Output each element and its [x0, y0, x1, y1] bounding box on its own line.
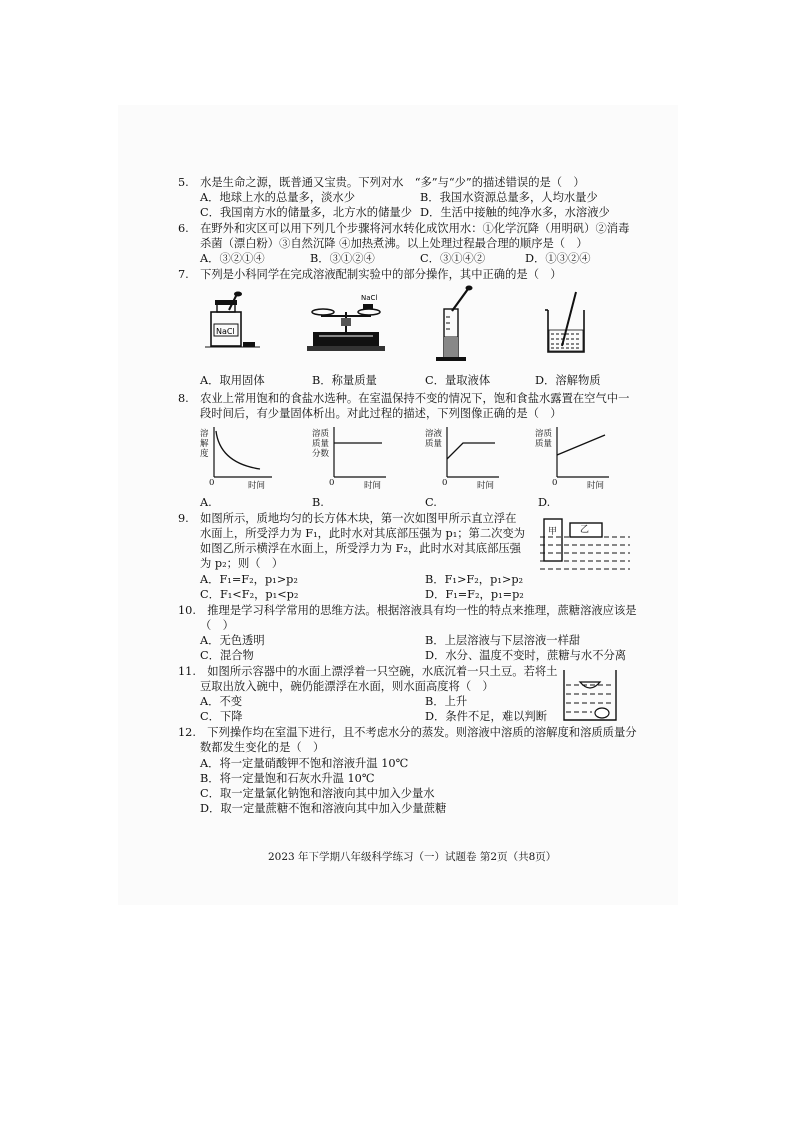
- q8-option-c: C.: [425, 496, 437, 509]
- q12-option-c: C．取一定量氯化钠饱和溶液向其中加入少量水: [200, 787, 435, 800]
- q9-label-yi: 乙: [580, 525, 590, 535]
- q10-option-d: D．水分、温度不变时，蔗糖与水不分离: [425, 649, 627, 662]
- q8-graph-c-origin: 0: [442, 478, 448, 488]
- q8-stem-line1: 8. 农业上常用饱和的食盐水选种。在室温保持不变的情况下，饱和食盐水露置在空气中一: [178, 392, 630, 405]
- q8-graph-b: [312, 425, 387, 493]
- q8-option-b: B.: [312, 496, 324, 509]
- q8-graph-c: [425, 425, 500, 493]
- q9-figure: [540, 513, 630, 573]
- q9-option-b: B．F₁>F₂，p₁>p₂: [425, 573, 524, 586]
- q8-graph-a-origin: 0: [209, 478, 215, 488]
- q6-option-d: D．①③②④: [525, 252, 591, 265]
- q8-graph-b-origin: 0: [329, 478, 335, 488]
- q9-line1: 9. 如图所示，质地均匀的长方体木块，第一次如图甲所示直立浮在: [178, 512, 517, 525]
- q11-option-c: C．下降: [200, 710, 243, 723]
- q12-stem-line1: 12. 下列操作均在室温下进行，且不考虑水分的蒸发。则溶液中溶质的溶解度和溶质质量分: [178, 726, 637, 739]
- q8-graph-b-xlabel: 时间: [364, 481, 382, 491]
- q8-graph-d: [535, 425, 610, 493]
- q12-option-d: D．取一定量蔗糖不饱和溶液向其中加入少量蔗糖: [200, 802, 447, 815]
- q8-graph-a-xlabel: 时间: [248, 481, 266, 491]
- q7-a-nacl-label: NaCl: [216, 327, 235, 336]
- q10-option-a: A．无色透明: [200, 634, 265, 647]
- q8-graph-a: [200, 425, 275, 493]
- q11-option-a: A．不变: [200, 695, 243, 708]
- q7-option-c: C．量取液体: [425, 374, 491, 387]
- q7-stem: 7. 下列是小科同学在完成溶液配制实验中的部分操作，其中正确的是（ ）: [178, 268, 562, 281]
- q8-graph-a-ylabel: 溶解度: [200, 429, 209, 459]
- q11-option-d: D．条件不足，难以判断: [425, 710, 548, 723]
- q11-figure: [560, 668, 620, 723]
- q8-graph-c-ylabel: 溶液质量: [425, 429, 443, 449]
- q8-option-d: D.: [538, 496, 551, 509]
- q8-graph-b-ylabel: 溶质质量分数: [312, 429, 330, 459]
- q12-option-a: A．将一定量硝酸钾不饱和溶液升温 10℃: [200, 757, 409, 770]
- page-footer: 2023 年下学期八年级科学练习（一）试题卷 第2页（共8页）: [268, 851, 557, 863]
- q8-graph-d-xlabel: 时间: [587, 481, 605, 491]
- q9-label-jia: 甲: [548, 527, 558, 537]
- q9-option-c: C．F₁<F₂，p₁<p₂: [200, 588, 299, 601]
- q10-option-b: B．上层溶液与下层溶液一样甜: [425, 634, 581, 647]
- q7-figure-a: [205, 290, 275, 360]
- q9-option-a: A．F₁=F₂，p₁>p₂: [200, 573, 298, 586]
- q6-option-b: B．③①②④: [310, 252, 375, 265]
- q7-b-nacl-label: NaCl: [361, 294, 378, 302]
- q12-option-b: B．将一定量饱和石灰水升温 10℃: [200, 772, 375, 785]
- q8-option-a: A.: [200, 496, 212, 509]
- q11-line1: 11. 如图所示容器中的水面上漂浮着一只空碗，水底沉着一只土豆。若将土: [178, 665, 558, 678]
- q8-graph-d-ylabel: 溶质质量: [535, 429, 553, 449]
- q6-stem-line2: 杀菌（漂白粉）③自然沉降 ④加热煮沸。以上处理过程最合理的顺序是（ ）: [200, 237, 588, 250]
- q8-graph-d-origin: 0: [552, 478, 558, 488]
- q5-stem: 5. 水是生命之源，既普通又宝贵。下列对水 “多”与“少”的描述错误的是（ ）: [178, 176, 585, 189]
- q8-stem-line2: 段时间后，有少量固体析出。对此过程的描述，下列图像正确的是（ ）: [200, 407, 562, 420]
- q9-option-d: D．F₁=F₂，p₁=p₂: [425, 588, 524, 601]
- q9-line4: 为 p₂；则（ ）: [200, 557, 284, 570]
- q12-stem-line2: 数都发生变化的是（ ）: [200, 741, 325, 754]
- q9-line3: 如图乙所示横浮在水面上，所受浮力为 F₂，此时水对其底部压强: [200, 542, 521, 555]
- q9-line2: 水面上，所受浮力为 F₁，此时水对其底部压强为 p₁；第二次变为: [200, 527, 526, 540]
- q5-option-a: A．地球上水的总量多，淡水少: [200, 191, 356, 204]
- q7-figure-c: [430, 285, 480, 365]
- q6-stem-line1: 6. 在野外和灾区可以用下列几个步骤将河水转化成饮用水：①化学沉降（用明矾）②消毒: [178, 222, 630, 235]
- q6-option-c: C．③①④②: [420, 252, 486, 265]
- q7-option-d: D．溶解物质: [535, 374, 601, 387]
- q10-stem-line2: （ ）: [200, 619, 234, 632]
- q7-option-b: B．称量质量: [312, 374, 377, 387]
- q5-option-b: B．我国水资源总量多，人均水量少: [420, 191, 598, 204]
- q7-option-a: A．取用固体: [200, 374, 265, 387]
- q5-option-d: D．生活中接触的纯净水多，水溶液少: [420, 206, 610, 219]
- q10-option-c: C．混合物: [200, 649, 254, 662]
- q5-option-c: C．我国南方水的储量多，北方水的储量少: [200, 206, 412, 219]
- q10-stem-line1: 10. 推理是学习科学常用的思维方法。根据溶液具有均一性的特点来推理，蔗糖溶液应该是: [178, 604, 637, 617]
- q7-figure-d: [540, 290, 590, 360]
- q8-graph-c-xlabel: 时间: [477, 481, 495, 491]
- q11-option-b: B．上升: [425, 695, 468, 708]
- q11-line2: 豆取出放入碗中，碗仍能漂浮在水面，则水面高度将（ ）: [200, 680, 494, 693]
- q7-figure-b: [305, 290, 390, 360]
- q6-option-a: A．③②①④: [200, 252, 265, 265]
